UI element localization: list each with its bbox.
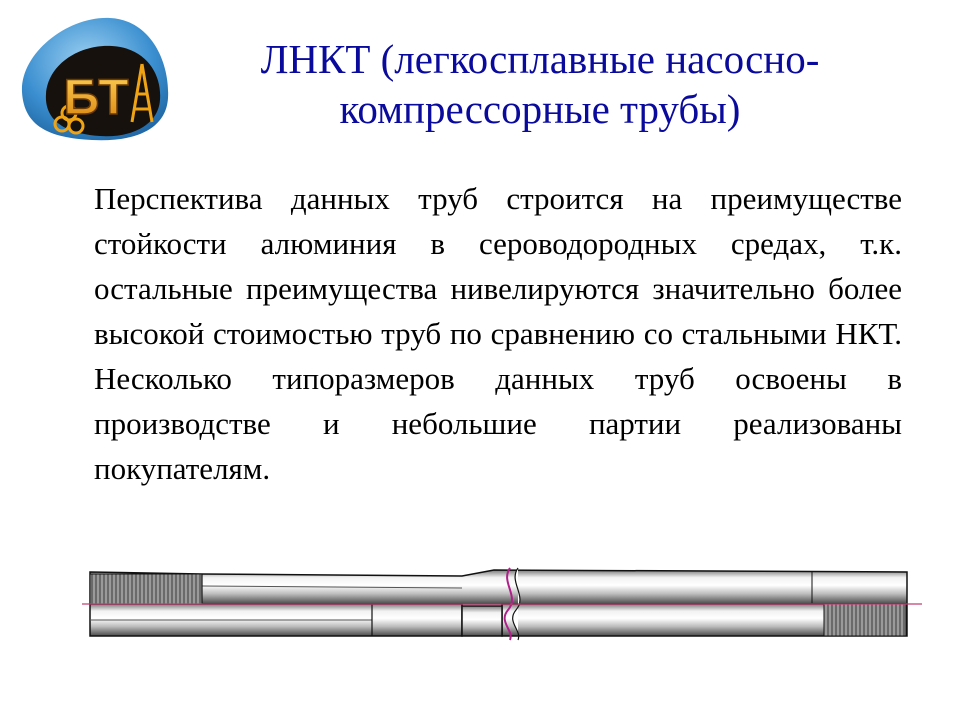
pipe-joint: [462, 606, 502, 636]
left-thread: [90, 574, 202, 604]
title-line-1: ЛНКТ (легкосплавные насосно-: [260, 36, 820, 82]
tubing-pipe-drawing-icon: [82, 560, 922, 642]
company-logo: [12, 14, 172, 146]
pipe-upper-body: [90, 570, 907, 604]
logo-letters: БТ: [63, 69, 129, 125]
title-line-2: компрессорные трубы): [339, 86, 741, 132]
right-thread: [824, 604, 906, 636]
slide-title: [190, 34, 890, 134]
body-paragraph: Перспектива данных труб строится на преимуществе стойкости алюминия в сероводородных средах, т.к. остальные преимущества нивелируются значительно более высокой стоимостью труб по сравнению со стальными НКТ. Несколько типоразмеров данных труб освоены в производстве и небольшие партии реализованы покупателям.: [94, 181, 902, 486]
